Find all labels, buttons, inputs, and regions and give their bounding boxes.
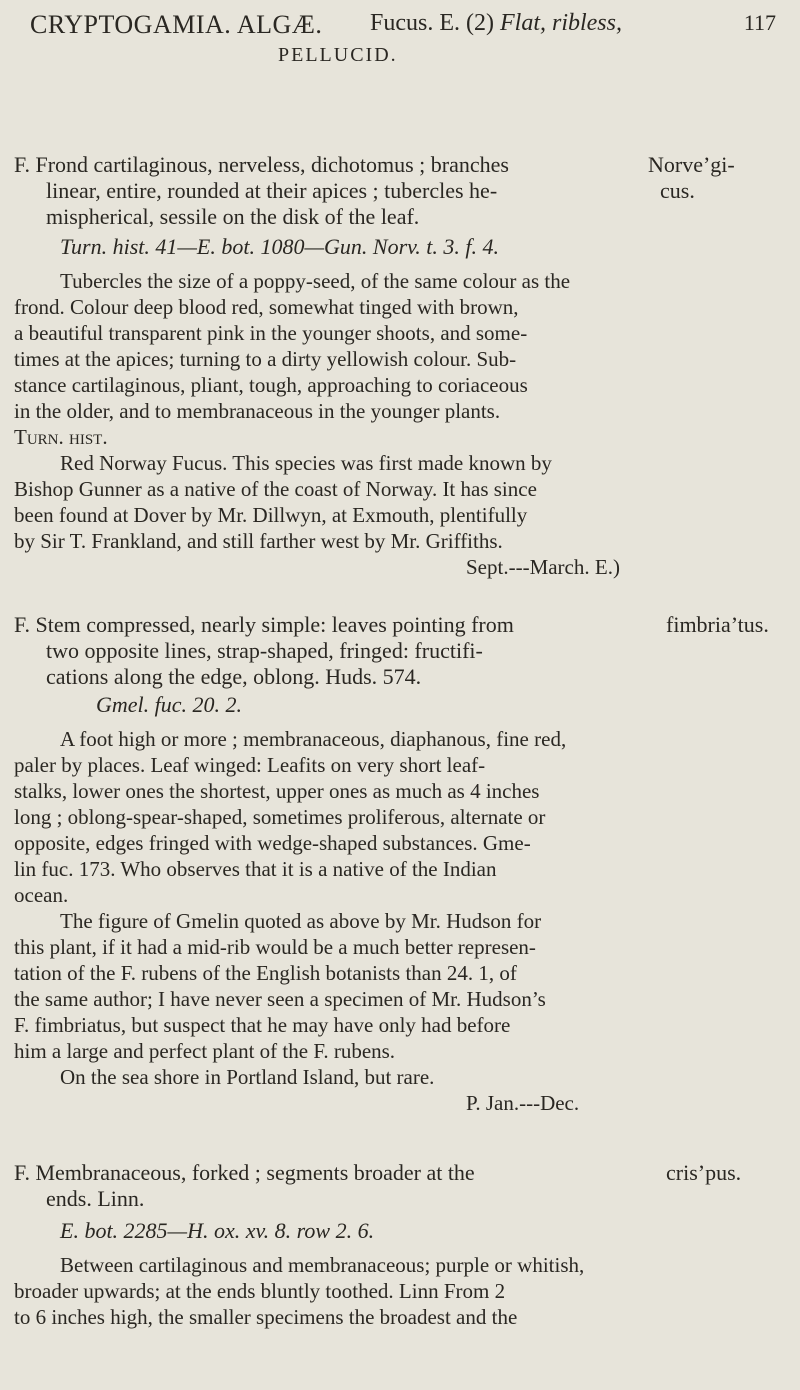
description-line: Bishop Gunner as a native of the coast of Norway. It has since (14, 477, 537, 501)
margin-species-name: Norve’gi- (648, 152, 735, 177)
diagnosis-line: F. Stem compressed, nearly simple: leaves pointing from (14, 612, 514, 637)
genus-name: Fucus. E. (2) (370, 10, 494, 36)
description-line: by Sir T. Frankland, and still farther west by Mr. Griffiths. (14, 529, 503, 553)
margin-species-name: cris’pus. (666, 1160, 742, 1185)
description-line: the same author; I have never seen a specimen of Mr. Hudson’s (14, 987, 546, 1011)
description-line: Turn. hist. (14, 425, 108, 449)
description-line: F. fimbriatus, but suspect that he may have only had before (14, 1013, 511, 1037)
running-header (30, 10, 790, 46)
description-line: this plant, if it had a mid-rib would be a much better represen- (14, 935, 536, 959)
description-line: times at the apices; turning to a dirty yellowish colour. Sub- (14, 347, 517, 371)
diagnosis-line: cations along the edge, oblong. Huds. 574. (46, 664, 422, 689)
description-line: Tubercles the size of a poppy-seed, of the same colour as the (60, 269, 571, 293)
description-line: A foot high or more ; membranaceous, diaphanous, fine red, (60, 727, 567, 751)
margin-species-name: fimbria’tus. (666, 612, 769, 637)
section-label: Flat, ribless, (499, 10, 622, 36)
description-line: in the older, and to membranaceous in the younger plants. (14, 399, 501, 423)
description-line: stance cartilaginous, pliant, tough, approaching to coriaceous (14, 373, 528, 397)
description-line: him a large and perfect plant of the F. rubens. (14, 1039, 396, 1063)
description-line: frond. Colour deep blood red, somewhat tinged with brown, (14, 295, 519, 319)
description-line: ocean. (14, 883, 69, 907)
page-number: 117 (743, 10, 776, 35)
species-heading: PELLUCID. (278, 44, 398, 66)
description-line: Red Norway Fucus. This species was first made known by (60, 451, 552, 475)
description-line: opposite, edges fringed with wedge-shaped substances. Gme- (14, 831, 531, 855)
reference-line: Turn. hist. 41—E. bot. 1080—Gun. Norv. t. 3. f. 4. (60, 234, 500, 259)
description-line: The figure of Gmelin quoted as above by Mr. Hudson for (60, 909, 542, 933)
description-line: been found at Dover by Mr. Dillwyn, at Exmouth, plentifully (14, 503, 528, 527)
flowering-period: P. Jan.---Dec. (466, 1091, 580, 1115)
description-line: broader upwards; at the ends bluntly toothed. Linn From 2 (14, 1279, 506, 1303)
habitat-line: On the sea shore in Portland Island, but rare. (60, 1065, 435, 1089)
reference-line: E. bot. 2285—H. ox. xv. 8. row 2. 6. (60, 1218, 375, 1243)
diagnosis-line: mispherical, sessile on the disk of the leaf. (46, 204, 420, 229)
reference-line: Gmel. fuc. 20. 2. (96, 692, 243, 717)
margin-species-name-cont: cus. (660, 178, 695, 203)
description-line: tation of the F. rubens of the English botanists than 24. 1, of (14, 961, 517, 985)
diagnosis-line: F. Membranaceous, forked ; segments broader at the (14, 1160, 475, 1185)
diagnosis-line: F. Frond cartilaginous, nerveless, dichotomus ; branches (14, 152, 509, 177)
description-line: a beautiful transparent pink in the younger shoots, and some- (14, 321, 528, 345)
class-title: CRYPTOGAMIA. ALGÆ. (30, 10, 323, 39)
description-line: lin fuc. 173. Who observes that it is a native of the Indian (14, 857, 497, 881)
diagnosis-line: two opposite lines, strap-shaped, fringed: fructifi- (46, 638, 483, 663)
genus-label (370, 10, 622, 37)
description-line: long ; oblong-spear-shaped, sometimes proliferous, alternate or (14, 805, 546, 829)
description-line: paler by places. Leaf winged: Leafits on very short leaf- (14, 753, 486, 777)
description-line: stalks, lower ones the shortest, upper ones as much as 4 inches (14, 779, 540, 803)
description-line: to 6 inches high, the smaller specimens the broadest and the (14, 1305, 518, 1329)
diagnosis-line: linear, entire, rounded at their apices ; tubercles he- (46, 178, 498, 203)
flowering-period: Sept.---March. E.) (466, 555, 620, 579)
description-line: Between cartilaginous and membranaceous; purple or whitish, (60, 1253, 585, 1277)
diagnosis-line: ends. Linn. (46, 1186, 145, 1211)
